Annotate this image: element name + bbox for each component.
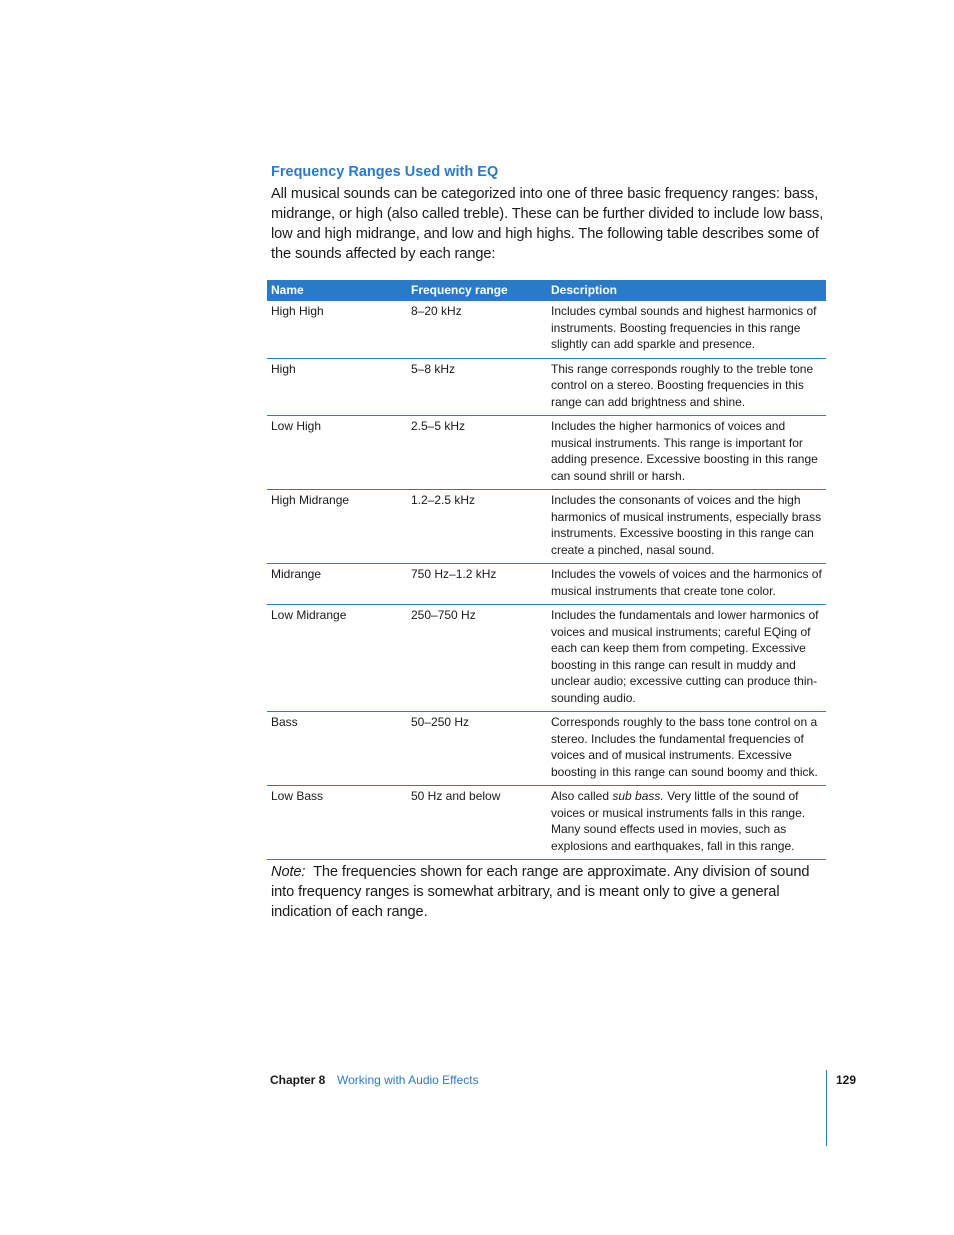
frequency-ranges-table: [267, 280, 826, 860]
page-number: 129: [836, 1073, 857, 1087]
cell-frequency-range: 5–8 kHz: [407, 358, 547, 416]
note-label: Note:: [271, 864, 306, 880]
note-paragraph: [271, 862, 827, 922]
cell-name: Low High: [267, 416, 407, 490]
column-header-frequency-range: Frequency range: [407, 280, 547, 301]
description-text: Very little of the sound of voices or musical instruments falls in this range. Many sound effects used in movies, such as explosions and earthquakes, fall in this range.: [551, 789, 806, 853]
cell-name: High: [267, 358, 407, 416]
cell-description: [547, 786, 826, 860]
cell-description: Includes the higher harmonics of voices and musical instruments. This range is important for adding presence. Excessive boosting in this range can sound shrill or harsh.: [547, 416, 826, 490]
cell-description: Corresponds roughly to the bass tone control on a stereo. Includes the fundamental frequencies of voices and of musical instruments. Excessive boosting in this range can sound boomy and thick.: [547, 712, 826, 786]
cell-description: Includes cymbal sounds and highest harmonics of instruments. Boosting frequencies in this range slightly can add sparkle and presence.: [547, 301, 826, 358]
intro-paragraph: All musical sounds can be categorized into one of three basic frequency ranges: bass, midrange, or high (also called treble). These can be further divided to include low bass, low and high midrange, and low and high highs. The following table describes some of the sounds affected by each range:: [271, 186, 824, 262]
cell-description: Includes the consonants of voices and the high harmonics of musical instruments, especially brass instruments. Excessive boosting in this range can create a pinched, nasal sound.: [547, 490, 826, 564]
cell-description: This range corresponds roughly to the treble tone control on a stereo. Boosting frequencies in this range can add brightness and shine.: [547, 358, 826, 416]
cell-name: Bass: [267, 712, 407, 786]
cell-description: Includes the vowels of voices and the harmonics of musical instruments that create tone color.: [547, 564, 826, 605]
cell-name: Low Bass: [267, 786, 407, 860]
emphasized-term: sub bass.: [612, 789, 664, 803]
cell-name: Low Midrange: [267, 605, 407, 712]
cell-frequency-range: 2.5–5 kHz: [407, 416, 547, 490]
table-header-row: [267, 280, 826, 301]
cell-frequency-range: 250–750 Hz: [407, 605, 547, 712]
cell-frequency-range: 750 Hz–1.2 kHz: [407, 564, 547, 605]
table-row: [267, 605, 826, 712]
description-text: Also called: [551, 789, 613, 803]
table-row: [267, 564, 826, 605]
cell-frequency-range: 50–250 Hz: [407, 712, 547, 786]
table-row: [267, 490, 826, 564]
table-row: [267, 712, 826, 786]
cell-name: Midrange: [267, 564, 407, 605]
column-header-name: Name: [267, 280, 407, 301]
footer-chapter-title: Working with Audio Effects: [337, 1073, 479, 1087]
footer-chapter-label: Chapter 8: [270, 1073, 326, 1087]
cell-name: High High: [267, 301, 407, 358]
table-row: [267, 358, 826, 416]
note-text: The frequencies shown for each range are approximate. Any division of sound into frequency ranges is somewhat arbitrary, and is meant only to give a general indication of each range.: [271, 864, 810, 920]
cell-name: High Midrange: [267, 490, 407, 564]
table-row: [267, 786, 826, 860]
table-row: [267, 301, 826, 358]
cell-frequency-range: 50 Hz and below: [407, 786, 547, 860]
cell-frequency-range: 1.2–2.5 kHz: [407, 490, 547, 564]
cell-description: Includes the fundamentals and lower harmonics of voices and musical instruments; careful EQing of each can keep them from competing. Excessive boosting in this range can result in muddy and unclear audio; excessive cutting can produce thin-sounding audio.: [547, 605, 826, 712]
table-row: [267, 416, 826, 490]
footer-divider: [826, 1070, 827, 1146]
cell-frequency-range: 8–20 kHz: [407, 301, 547, 358]
section-heading: Frequency Ranges Used with EQ: [271, 164, 499, 180]
column-header-description: Description: [547, 280, 826, 301]
